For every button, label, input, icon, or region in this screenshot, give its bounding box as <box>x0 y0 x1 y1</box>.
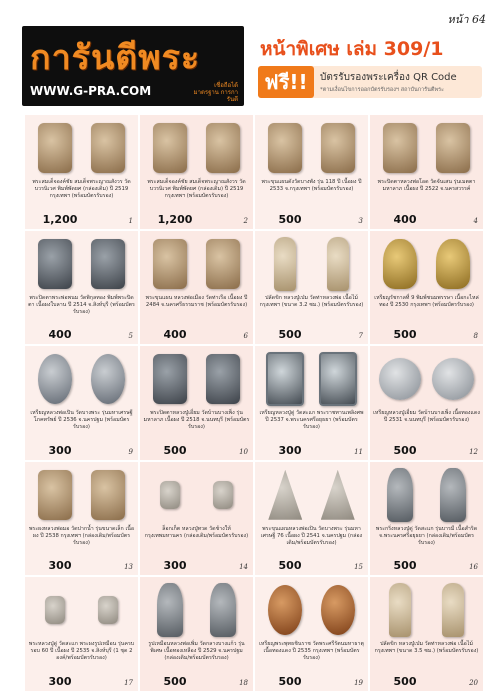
amulet-back-image <box>91 123 125 173</box>
amulet-images <box>29 581 134 639</box>
amulet-description: พระหลวงปู่ดู่ วัดสะแก พระผงรูปเหมือน รุ่นครบรอบ 60 ปี เนื้อผง ปี 2535 จ.สิงห์บุรี (1 ชุด 2 องค์/พร้อมบัตรรับรอง) <box>28 641 135 662</box>
page-header <box>0 0 500 116</box>
amulet-description: พระสมเด็จองค์ชัย สมเด็จพระญาณสังวร วัดบวรนิเวศ พิมพ์พัดยศ (กล่องเดิม) ปี 2519 กรุงเทพฯ (พร้อมบัตรรับรอง) <box>147 179 246 199</box>
amulet-back-image <box>436 123 470 173</box>
amulet-description: พระปิดตาพระพ่อพนม วัดพิกุลทอง พิมพ์พระปิดตา เนื้อผงใบลาน ปี 2514 จ.สิงห์บุรี (พร้อมบัตรรับรอง) <box>28 294 135 315</box>
amulet-back-image <box>321 585 355 635</box>
item-number: 14 <box>239 563 248 572</box>
amulet-images <box>29 350 134 408</box>
amulet-description: พระปิดตาหลวงพ่อโอด วัดจันเสน รุ่นเมตตามหาลาภ เนื้อผง ปี 2522 จ.นครสวรรค์ <box>377 179 476 192</box>
amulet-back-image <box>98 596 118 624</box>
amulet-price: 300 <box>48 674 72 688</box>
amulet-price: 300 <box>278 443 302 457</box>
item-number: 9 <box>128 447 133 456</box>
amulet-front-image <box>153 354 187 404</box>
amulet-images <box>374 581 479 639</box>
amulet-price: 1,200 <box>157 212 193 226</box>
amulet-card[interactable] <box>139 345 254 461</box>
amulet-price: 400 <box>163 328 187 342</box>
amulet-images <box>259 119 364 177</box>
amulet-description: ปลัดขิก หลวงปู่เบ๋ม วัดท่าหลวงพ่อ เนื้อไม้ กรุงเทพฯ (ขนาด 3.5 ซม.) (พร้อมบัตรรับรอง) <box>374 641 479 655</box>
amulet-card[interactable] <box>369 461 484 577</box>
amulet-description: พระสมเด็จองค์ชัย สมเด็จพระญาณสังวร วัดบวรนิเวศ พิมพ์พัดยศ (กล่องเดิม) ปี 2519 กรุงเทพฯ (พร้อมบัตรรับรอง) <box>32 179 131 199</box>
amulet-price: 500 <box>278 559 302 573</box>
amulet-back-image <box>321 123 355 173</box>
item-number: 8 <box>473 332 478 341</box>
amulet-front-image <box>38 470 72 520</box>
amulet-back-image <box>210 583 236 637</box>
amulet-description: เหรียญพระพุทธชินราช วัดพระศรีรัตนมหาธาตุ เนื้อทองแดง ปี 2535 กรุงเทพฯ (พร้อมบัตรรับรอง) <box>259 641 364 662</box>
amulet-images <box>259 350 364 408</box>
amulet-images <box>29 119 134 177</box>
amulet-images <box>29 466 134 524</box>
amulet-description: รูปเหมือนหลวงพ่อเพิ่ม วัดกลางบางแก้ว รุ่นพิเศษ เนื้อทองเหลือง ปี 2529 จ.นครปฐม (กล่องเดิม/พร้อมบัตรรับรอง) <box>148 641 245 662</box>
free-banner-text: บัตรรับรองพระเครื่อง QR Code <box>320 72 457 83</box>
amulet-description: ปลัดขิก หลวงปู่เบ๋ม วัดท่าหลวงพ่อ เนื้อไม้ กรุงเทพฯ (ขนาด 3.2 ซม.) (พร้อมบัตรรับรอง) <box>259 294 364 308</box>
amulet-images <box>374 466 479 524</box>
amulet-front-image <box>387 468 413 522</box>
amulet-description: เหรียญหลวงปู่ดู่ วัดสะแก พระราชทานเพลิงศพ ปี 2537 จ.พระนครศรีอยุธยา (พร้อมบัตรรับรอง) <box>259 410 364 431</box>
amulet-front-image <box>268 585 302 635</box>
amulet-back-image <box>91 239 125 289</box>
amulet-card[interactable] <box>139 114 254 230</box>
amulet-price: 300 <box>48 559 72 573</box>
amulet-front-image <box>38 123 72 173</box>
amulet-front-image <box>389 583 411 637</box>
free-qr-banner[interactable] <box>258 66 482 98</box>
item-number: 13 <box>124 563 133 572</box>
amulet-front-image <box>266 352 304 406</box>
amulet-description: พระผงหลวงพ่อมอ วัดปากน้ำ รุ่นขนาดเล็ก เนื้อผง ปี 2538 กรุงเทพฯ (กล่องเดิม/พร้อมบัตรรับรอง) <box>28 525 135 546</box>
amulet-description: เหรียญหลวงปู่เอี่ยม วัดบ้านบางเพ็ง เนื้อทองแดง ปี 2531 จ.นนทบุรี (พร้อมบัตรรับรอง) <box>373 410 480 424</box>
amulet-card[interactable] <box>254 461 369 577</box>
amulet-price: 400 <box>48 328 72 342</box>
amulet-back-image <box>206 354 240 404</box>
amulet-images <box>259 235 364 293</box>
item-number: 10 <box>239 447 248 456</box>
logo-tagline: เชื่อถือได้ มาตรฐาน การการันตี <box>193 82 238 103</box>
amulet-back-image <box>206 239 240 289</box>
amulet-back-image <box>91 470 125 520</box>
amulet-back-image <box>321 470 355 520</box>
amulet-back-image <box>206 123 240 173</box>
amulet-back-image <box>91 354 125 404</box>
item-number: 1 <box>128 216 133 225</box>
amulet-card[interactable] <box>139 576 254 692</box>
amulet-back-image <box>440 468 466 522</box>
amulet-front-image <box>383 239 417 289</box>
amulet-description: พระขุนแผน หลวงพ่อเมือง วัดท่าเรือ เนื้อผง ปี 2484 จ.นครศรีธรรมราช (พร้อมบัตรรับรอง) <box>145 294 248 308</box>
amulet-back-image <box>432 358 474 400</box>
amulet-card[interactable] <box>254 230 369 346</box>
amulet-front-image <box>160 481 180 509</box>
amulet-card[interactable] <box>254 576 369 692</box>
amulet-card[interactable] <box>139 461 254 577</box>
amulet-description: เหรียญหลวงพ่อเปิน วัดบางพระ รุ่นมหาเศรษฐีโภคทรัพย์ ปี 2536 จ.นครปฐม (พร้อมบัตรรับรอง) <box>30 410 133 431</box>
free-badge: ฟรี!! <box>258 66 314 98</box>
amulet-grid <box>24 114 484 692</box>
page-number: หน้า 64 <box>447 13 486 26</box>
item-number: 4 <box>473 216 478 225</box>
amulet-card[interactable] <box>369 230 484 346</box>
amulet-back-image <box>213 481 233 509</box>
item-number: 7 <box>358 332 363 341</box>
amulet-images <box>29 235 134 293</box>
amulet-images <box>144 581 249 639</box>
amulet-card[interactable] <box>24 230 139 346</box>
amulet-front-image <box>38 354 72 404</box>
item-number: 12 <box>469 447 478 456</box>
item-number: 15 <box>354 563 363 572</box>
logo-url[interactable]: WWW.G-PRA.COM <box>30 84 152 98</box>
amulet-description: พระกริ่งหลวงปู่ดู่ วัดสะแก รุ่นบารมี เนื้อสำริด จ.พระนครศรีอยุธยา (กล่องเดิม/พร้อมบัตรรับรอง) <box>375 525 478 546</box>
amulet-card[interactable] <box>139 230 254 346</box>
amulet-back-image <box>442 583 464 637</box>
amulet-price: 500 <box>278 674 302 688</box>
amulet-description: ล็อกเก็ต หลวงปู่ทวด วัดช้างให้ กรุงเทพมหานคร (กล่องเดิม/พร้อมบัตรรับรอง) <box>144 525 249 539</box>
amulet-description: พระขุนแผนหลวงพ่อเปิน วัดบางพระ รุ่นมหาเศรษฐี 76 เนื้อผง ปี 2541 จ.นครปฐม (กล่องเดิม/พร้อมบัตรรับรอง) <box>260 525 363 546</box>
amulet-price: 500 <box>163 443 187 457</box>
amulet-description: พระปิดตาหลวงปู่เอี่ยม วัดบ้านบางเพ็ง รุ่นมหาลาภ เนื้อผง ปี 2518 จ.นนทบุรี (พร้อมบัตรรับรอง) <box>143 410 250 431</box>
amulet-price: 400 <box>393 212 417 226</box>
amulet-front-image <box>153 123 187 173</box>
amulet-front-image <box>153 239 187 289</box>
item-number: 18 <box>239 678 248 687</box>
amulet-images <box>374 119 479 177</box>
amulet-card[interactable] <box>24 576 139 692</box>
amulet-card[interactable] <box>24 114 139 230</box>
amulet-images <box>144 350 249 408</box>
amulet-description: พระขุนแผนดังวัดบางพัง รุ่น 118 ปี เนื้อผง ปี 2533 จ.กรุงเทพฯ (พร้อมบัตรรับรอง) <box>261 179 362 192</box>
special-issue-title: หน้าพิเศษ เล่ม 309/1 <box>260 38 444 60</box>
amulet-price: 300 <box>163 559 187 573</box>
amulet-card[interactable] <box>254 345 369 461</box>
amulet-front-image <box>45 596 65 624</box>
amulet-card[interactable] <box>369 576 484 692</box>
amulet-price: 300 <box>48 443 72 457</box>
item-number: 20 <box>469 678 478 687</box>
item-number: 19 <box>354 678 363 687</box>
logo-title: การันตีพระ <box>30 38 201 78</box>
item-number: 6 <box>243 332 248 341</box>
amulet-front-image <box>383 123 417 173</box>
amulet-images <box>144 235 249 293</box>
amulet-price: 500 <box>393 328 417 342</box>
amulet-images <box>259 466 364 524</box>
amulet-front-image <box>274 237 296 291</box>
amulet-card[interactable] <box>24 461 139 577</box>
amulet-price: 500 <box>163 674 187 688</box>
item-number: 3 <box>358 216 363 225</box>
amulet-front-image <box>268 470 302 520</box>
amulet-price: 500 <box>393 443 417 457</box>
amulet-card[interactable] <box>24 345 139 461</box>
amulet-front-image <box>379 358 421 400</box>
amulet-back-image <box>327 237 349 291</box>
amulet-price: 500 <box>278 212 302 226</box>
amulet-images <box>374 350 479 408</box>
free-banner-subtext: *ตามเงื่อนไขการออกบัตรรับรองฯ สถาบันการันตีพระ <box>320 87 445 93</box>
amulet-price: 500 <box>278 328 302 342</box>
item-number: 17 <box>124 678 133 687</box>
amulet-back-image <box>436 239 470 289</box>
amulet-price: 1,200 <box>42 212 78 226</box>
amulet-price: 500 <box>393 559 417 573</box>
item-number: 2 <box>243 216 248 225</box>
amulet-description: เหรียญรัชกาลที่ 9 พิมพ์ชนมพรรษา เนื้อกะไหล่ทอง ปี 2530 กรุงเทพฯ (พร้อมบัตรรับรอง) <box>374 294 479 308</box>
amulet-back-image <box>319 352 357 406</box>
amulet-front-image <box>38 239 72 289</box>
amulet-card[interactable] <box>369 114 484 230</box>
amulet-images <box>144 119 249 177</box>
amulet-card[interactable] <box>369 345 484 461</box>
amulet-images <box>144 466 249 524</box>
amulet-images <box>259 581 364 639</box>
amulet-front-image <box>157 583 183 637</box>
amulet-card[interactable] <box>254 114 369 230</box>
item-number: 16 <box>469 563 478 572</box>
amulet-front-image <box>268 123 302 173</box>
item-number: 11 <box>354 447 363 456</box>
item-number: 5 <box>128 332 133 341</box>
amulet-price: 500 <box>393 674 417 688</box>
brand-logo[interactable] <box>22 26 244 106</box>
amulet-images <box>374 235 479 293</box>
